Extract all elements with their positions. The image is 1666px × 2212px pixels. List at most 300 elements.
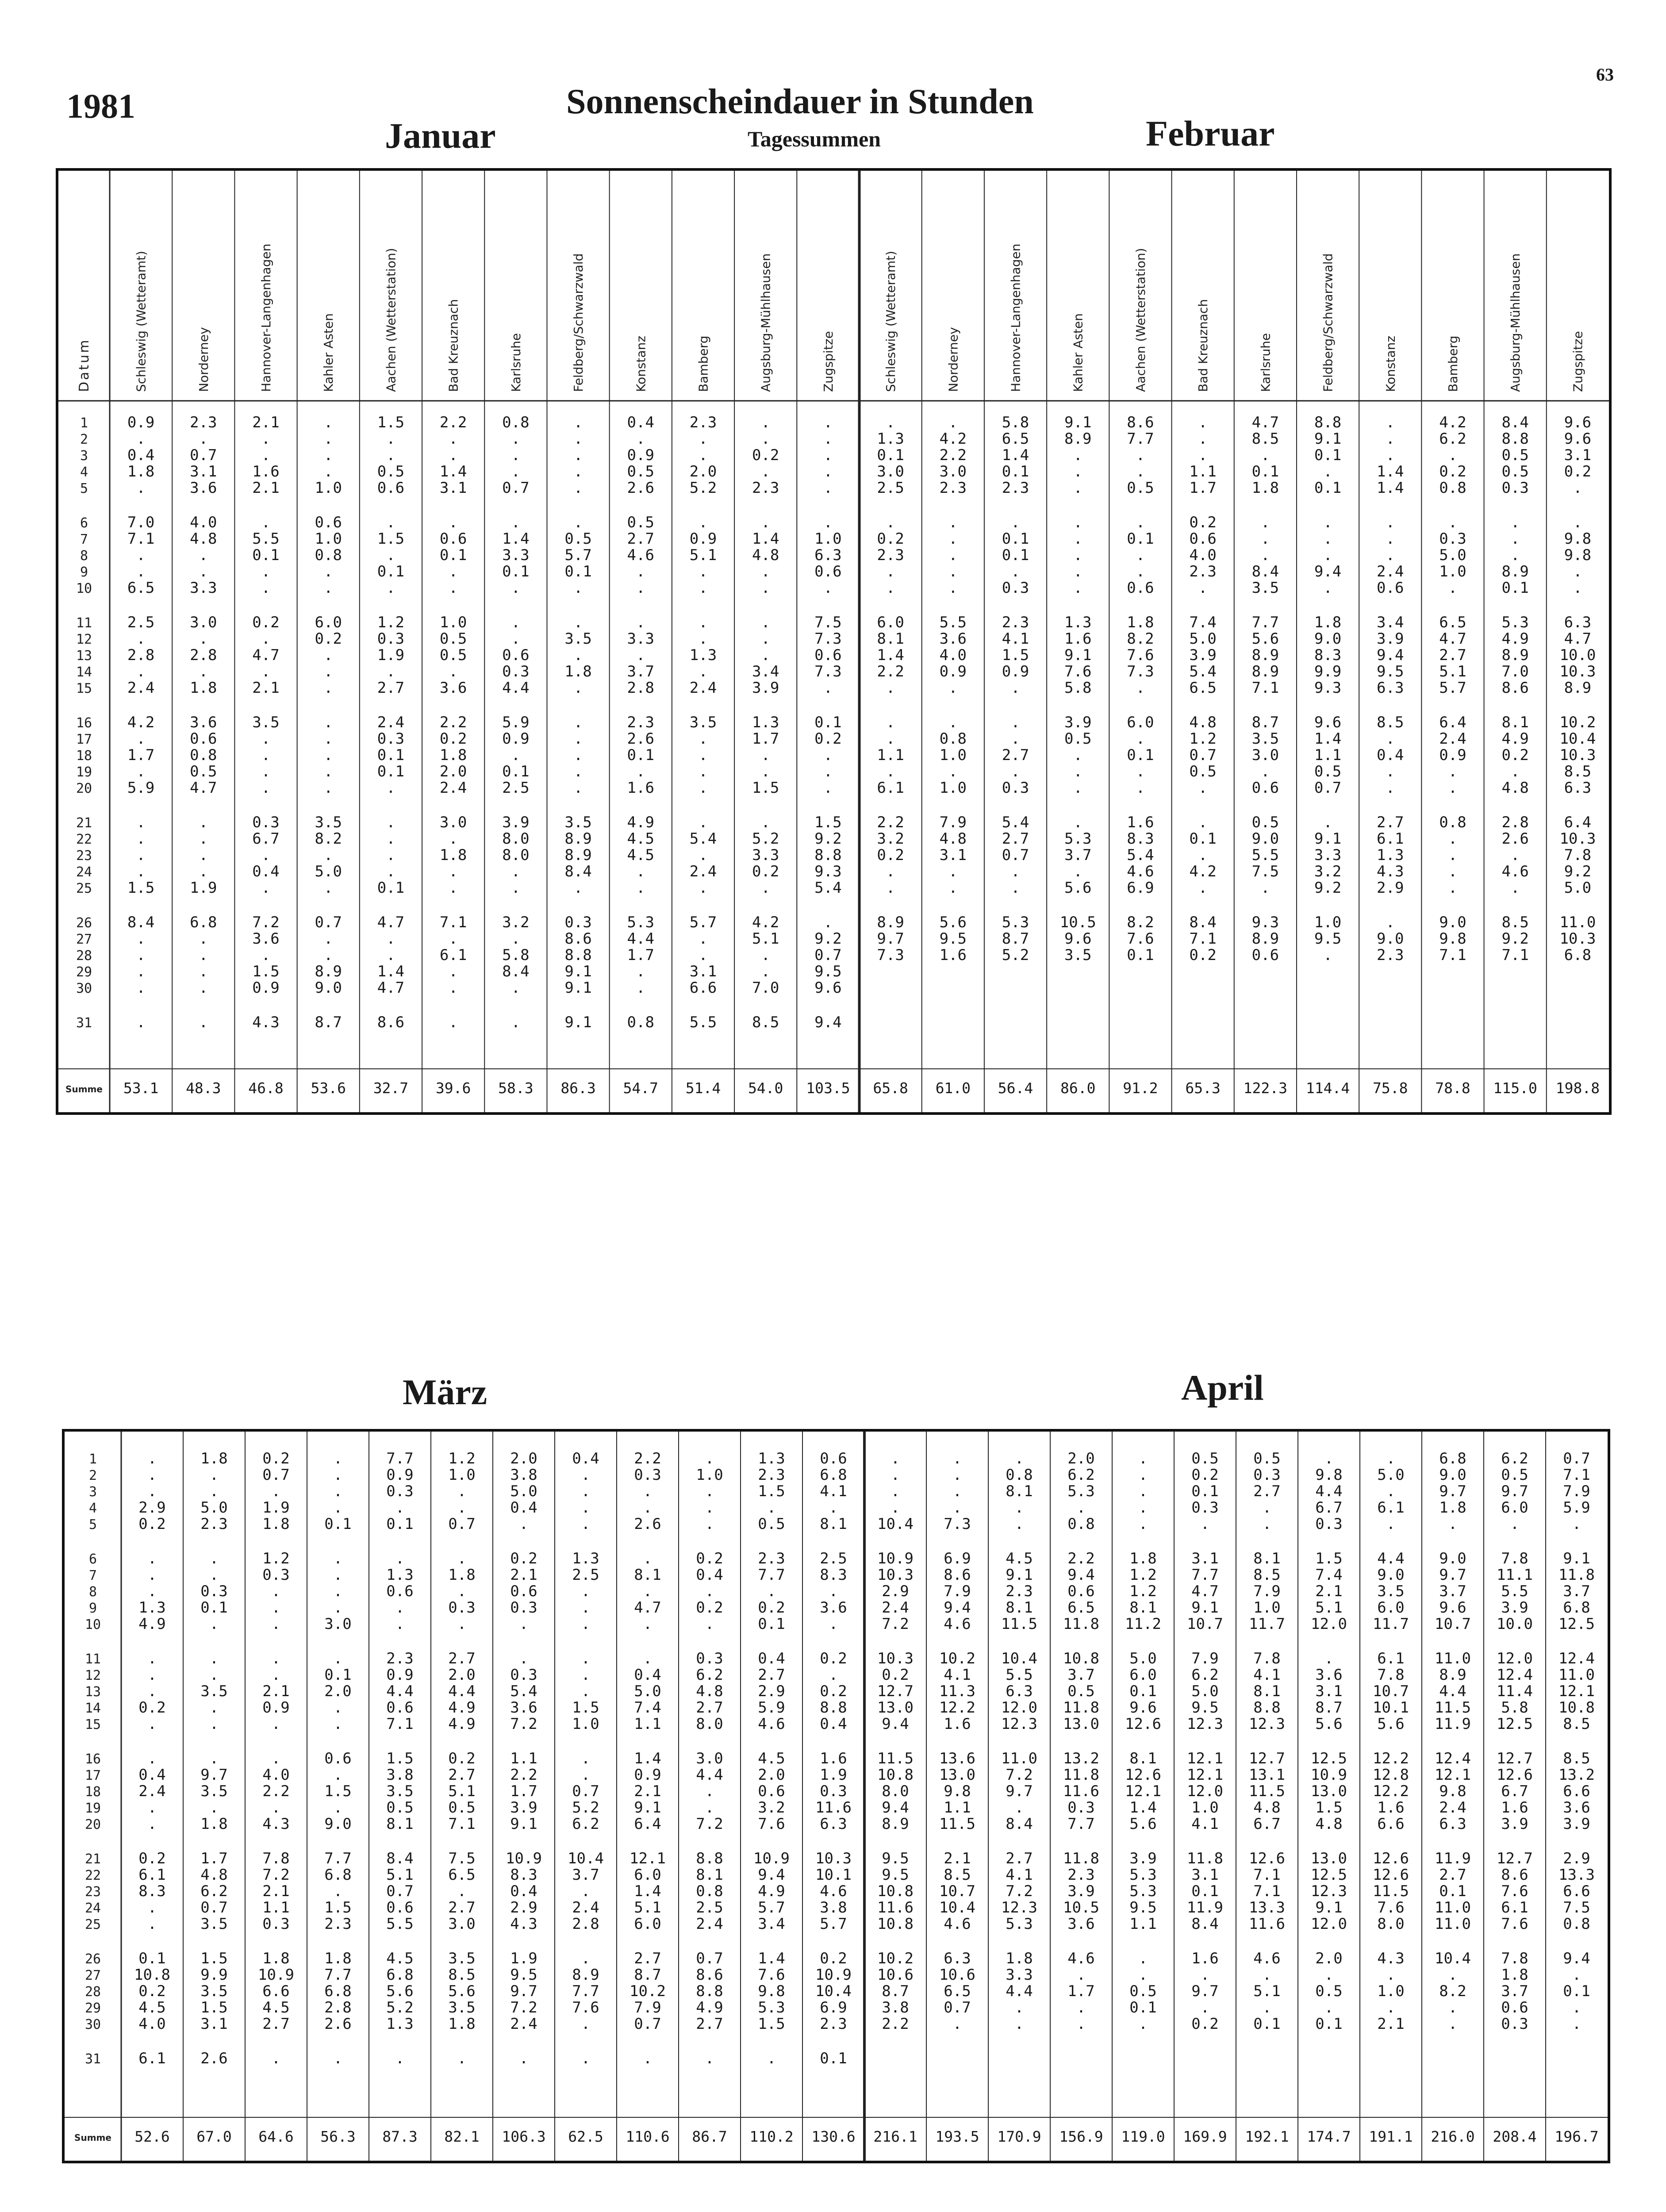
value-cell: 2.9 [1377,879,1404,897]
value-cell: . [333,1550,343,1567]
value-cell: 1.5 [1002,646,1029,664]
value-cell: 1.5 [1315,1799,1343,1816]
value-cell: 2.4 [377,714,405,731]
value-cell: 4.8 [752,546,779,564]
value-cell: 7.7 [1251,614,1279,631]
value-cell: 9.8 [944,1782,971,1800]
value-cell: . [323,946,333,964]
value-cell: 0.2 [1564,463,1592,480]
value-cell: . [573,514,583,531]
value-cell: 6.8 [820,1466,847,1484]
page-title: Sonnenscheindauer in Stunden [566,82,1034,121]
station-header-schleswig-wetteramt: Schleswig (Wetteramt) [134,250,149,392]
value-cell: 4.2 [939,430,967,448]
value-cell: . [1448,863,1458,880]
value-cell: 4.2 [752,914,779,931]
value-cell: . [886,879,895,897]
value-cell: 0.6 [439,530,467,548]
value-cell: 0.7 [200,1899,228,1916]
value-cell: . [581,1650,591,1667]
value-cell: 9.4 [758,1866,785,1884]
value-cell: 4.4 [1439,1682,1466,1700]
value-cell: 4.1 [1006,1866,1033,1884]
value-cell: 7.2 [882,1615,909,1633]
value-cell: . [699,930,708,948]
day-number: 5 [88,1517,97,1532]
value-cell: . [261,730,271,748]
value-cell: . [952,1466,962,1484]
value-cell: 7.5 [814,614,842,631]
value-cell: 0.3 [510,1599,537,1617]
value-cell: 1.7 [1189,479,1217,497]
value-cell: 5.3 [1129,1882,1157,1900]
value-cell: . [333,1766,343,1784]
value-cell: 0.1 [1129,1999,1157,2016]
day-number: 24 [84,1901,101,1916]
value-cell: . [699,746,708,764]
value-cell: . [891,1466,900,1484]
value-cell: 2.0 [439,763,467,780]
sum-cell: 53.1 [123,1079,159,1097]
value-cell: . [1510,1515,1520,1533]
value-cell: 5.8 [1501,1699,1528,1717]
value-cell: 0.2 [814,730,842,748]
value-cell: 12.5 [1311,1750,1347,1767]
value-cell: . [199,930,208,948]
value-cell: . [511,879,521,897]
value-cell: 2.1 [634,1782,661,1800]
day-number: 21 [76,815,92,831]
value-cell: 9.2 [1314,879,1342,897]
value-cell: . [199,979,208,997]
value-cell: 0.1 [1315,2015,1343,2033]
value-cell: 0.1 [1253,2015,1281,2033]
value-cell: 0.5 [1501,1466,1528,1484]
value-cell: . [636,879,645,897]
value-cell: 2.3 [877,546,904,564]
value-cell: 3.5 [1251,730,1279,748]
value-cell: . [1198,879,1208,897]
value-cell: . [829,1582,838,1600]
value-cell: 8.7 [1002,930,1029,948]
value-cell: 4.4 [386,1682,414,1700]
value-cell: 5.1 [689,546,717,564]
value-cell: . [1448,579,1458,597]
value-cell: 1.4 [1129,1799,1157,1816]
value-cell: . [323,846,333,864]
value-cell: 0.7 [1002,846,1029,864]
value-cell: 2.1 [1315,1582,1343,1600]
value-cell: . [1198,414,1208,431]
value-cell: . [449,563,458,580]
value-cell: 10.4 [1435,1950,1471,1967]
value-cell: 0.3 [820,1782,847,1800]
station-header-norderney: Norderney [946,327,961,392]
value-cell: . [199,963,208,980]
day-number: 14 [84,1701,101,1716]
value-cell: 8.2 [315,830,342,848]
sum-cell: 53.6 [311,1079,346,1097]
value-cell: . [829,1499,838,1517]
value-cell: 2.9 [882,1582,909,1600]
value-cell: . [761,879,770,897]
value-cell: . [1076,1499,1086,1517]
value-cell: 13.6 [939,1750,975,1767]
value-cell: . [1073,479,1083,497]
value-cell: 9.0 [1439,1466,1466,1484]
day-number: 5 [80,481,88,496]
day-number: 8 [88,1584,97,1600]
value-cell: 11.8 [1187,1850,1223,1867]
value-cell: . [1510,763,1520,780]
value-cell: 1.6 [1064,630,1092,648]
value-cell: 7.0 [1501,663,1529,680]
value-cell: 4.6 [1067,1950,1095,1967]
value-cell: . [823,479,833,497]
value-cell: 1.0 [315,530,342,548]
value-cell: 0.2 [138,1850,166,1867]
value-cell: . [699,763,708,780]
value-cell: 5.9 [502,714,530,731]
value-cell: 4.2 [1189,863,1217,880]
value-cell: 5.3 [1501,614,1529,631]
value-cell: 0.1 [1439,1882,1466,1900]
value-cell: 9.5 [939,930,967,948]
value-cell: . [705,2050,714,2067]
value-cell: 9.6 [1564,414,1592,431]
value-cell: 0.8 [1563,1915,1590,1933]
value-cell: 9.7 [1501,1482,1528,1500]
value-cell: 1.0 [1253,1599,1281,1617]
value-cell: 1.0 [315,479,342,497]
value-cell: . [636,863,645,880]
value-cell: 9.1 [510,1815,537,1833]
value-cell: 8.0 [1377,1915,1405,1933]
value-cell: 11.2 [1125,1615,1161,1633]
value-cell: 3.6 [939,630,967,648]
value-cell: 6.5 [127,579,155,597]
station-header-aachen-wetterstation: Aachen (Wetterstation) [1133,248,1148,392]
value-cell: . [705,1515,714,1533]
value-cell: 0.3 [1191,1499,1219,1517]
value-cell: 11.7 [1249,1615,1285,1633]
value-cell: 7.9 [1191,1650,1219,1667]
value-cell: 9.0 [324,1815,352,1833]
value-cell: . [333,1466,343,1484]
value-cell: 6.3 [1564,614,1592,631]
value-cell: . [1014,1499,1024,1517]
value-cell: 5.4 [814,879,842,897]
day-number: 16 [84,1751,101,1767]
value-cell: 9.1 [1064,646,1092,664]
value-cell: 0.2 [820,1682,847,1700]
value-cell: 10.3 [1559,830,1596,848]
value-cell: 1.1 [877,746,904,764]
value-cell: . [1448,846,1458,864]
value-cell: 4.0 [939,646,967,664]
value-cell: 0.4 [572,1450,599,1467]
value-cell: 3.7 [627,663,654,680]
value-cell: . [323,746,333,764]
value-cell: 4.1 [1002,630,1029,648]
value-cell: 4.0 [262,1766,290,1784]
value-cell: . [333,1715,343,1733]
value-cell: 1.0 [939,779,967,797]
value-cell: . [1573,579,1582,597]
value-cell: 0.1 [502,763,530,780]
value-cell: . [1073,779,1083,797]
value-cell: 3.8 [820,1899,847,1916]
value-cell: . [323,414,333,431]
value-cell: 1.2 [377,614,405,631]
value-cell: 10.4 [877,1515,914,1533]
value-cell: . [136,1014,146,1031]
value-cell: . [886,563,895,580]
value-cell: 11.4 [1497,1682,1533,1700]
value-cell: 3.5 [252,714,280,731]
value-cell: 0.2 [820,1950,847,1967]
value-cell: . [948,879,958,897]
value-cell: . [333,1582,343,1600]
value-cell: 0.1 [1191,1882,1219,1900]
day-number: 10 [84,1617,101,1632]
value-cell: 1.3 [689,646,717,664]
value-cell: . [1200,1999,1210,2016]
value-cell: 1.6 [1191,1950,1219,1967]
value-cell: . [1076,2015,1086,2033]
day-number: 29 [84,2001,101,2016]
value-cell: 1.2 [262,1550,290,1567]
day-number: 13 [84,1684,101,1700]
value-cell: 3.6 [1315,1666,1343,1684]
value-cell: . [761,430,770,448]
value-cell: 0.3 [564,914,592,931]
sum-cell: 174.7 [1307,2128,1351,2145]
value-cell: 7.3 [877,946,904,964]
value-cell: . [1572,2015,1582,2033]
value-cell: . [948,579,958,597]
value-cell: . [705,1782,714,1800]
value-cell: 6.3 [1439,1815,1466,1833]
value-cell: 0.1 [1563,1982,1590,2000]
value-cell: . [333,1699,343,1717]
value-cell: 0.1 [1002,530,1029,548]
value-cell: 7.2 [262,1866,290,1884]
value-cell: 10.9 [753,1850,790,1867]
value-cell: 7.2 [696,1815,723,1833]
value-cell: 8.9 [1064,430,1092,448]
value-cell: 0.1 [1501,579,1529,597]
value-cell: 3.5 [564,630,592,648]
value-cell: 2.9 [510,1899,537,1916]
value-cell: 8.8 [696,1982,723,2000]
value-cell: 2.4 [1439,730,1466,748]
value-cell: 0.4 [1377,746,1404,764]
value-cell: 2.3 [758,1550,785,1567]
value-cell: 4.1 [820,1482,847,1500]
value-cell: 5.2 [386,1999,414,2016]
value-cell: . [136,663,146,680]
value-cell: 3.0 [448,1915,476,1933]
value-cell: 0.1 [252,546,280,564]
value-cell: 2.6 [1501,830,1529,848]
value-cell: 1.8 [127,463,155,480]
value-cell: 1.8 [262,1950,290,1967]
value-cell: . [1386,446,1395,464]
value-cell: . [1261,514,1270,531]
value-cell: 9.1 [1064,414,1092,431]
value-cell: 3.9 [1067,1882,1095,1900]
value-cell: . [573,763,583,780]
value-cell: 4.8 [1189,714,1217,731]
value-cell: 1.1 [634,1715,661,1733]
value-cell: 5.5 [939,614,967,631]
value-cell: 7.7 [324,1966,352,1984]
value-cell: 8.1 [1501,714,1529,731]
day-number: 2 [88,1468,97,1483]
day-number: 27 [84,1968,101,1983]
value-cell: 8.7 [882,1982,909,2000]
sum-cell: 65.3 [1185,1079,1221,1097]
value-cell: . [1323,814,1332,831]
value-cell: 0.9 [634,1766,661,1784]
station-header-karlsruhe: Karlsruhe [508,333,523,392]
value-cell: 12.3 [1001,1899,1037,1916]
value-cell: 0.6 [1377,579,1404,597]
value-cell: 10.7 [1435,1615,1471,1633]
value-cell: . [449,979,458,997]
value-cell: 2.7 [262,2015,290,2033]
value-cell: 2.4 [138,1782,166,1800]
value-cell: 3.5 [200,1782,228,1800]
value-cell: 8.4 [127,914,155,931]
value-cell: 1.8 [324,1950,352,1967]
value-cell: 7.4 [634,1699,661,1717]
value-cell: 0.2 [138,1515,166,1533]
day-number: 3 [88,1484,97,1500]
value-cell: 10.3 [1559,746,1596,764]
value-cell: 6.5 [448,1866,476,1884]
sum-cell: 67.0 [196,2128,232,2145]
value-cell: 0.6 [377,479,405,497]
value-cell: . [1073,446,1083,464]
value-cell: . [323,563,333,580]
value-cell: 8.5 [1501,914,1529,931]
value-cell: . [1448,879,1458,897]
value-cell: 5.0 [1564,879,1592,897]
value-cell: 7.5 [1251,863,1279,880]
value-cell: . [386,863,395,880]
value-cell: 7.6 [1127,930,1154,948]
value-cell: 12.0 [1001,1699,1037,1717]
value-cell: 5.6 [386,1982,414,2000]
month-title-april: April [1181,1367,1264,1408]
value-cell: 3.0 [877,463,904,480]
value-cell: 0.3 [386,1482,414,1500]
sum-cell: 51.4 [685,1079,721,1097]
value-cell: 3.1 [190,463,217,480]
value-cell: 10.2 [1559,714,1596,731]
value-cell: 0.2 [1191,1466,1219,1484]
value-cell: 8.7 [634,1966,661,1984]
value-cell: 0.9 [689,530,717,548]
value-cell: 0.5 [1253,1450,1281,1467]
value-cell: . [1136,763,1145,780]
value-cell: 7.7 [758,1566,785,1584]
value-cell: 8.3 [510,1866,537,1884]
value-cell: . [948,714,958,731]
value-cell: 12.2 [1373,1750,1409,1767]
station-header-bamberg: Bamberg [1445,335,1460,392]
value-cell: . [1073,546,1083,564]
value-cell: . [1011,563,1020,580]
value-cell: 0.9 [262,1699,290,1717]
value-cell: . [1011,879,1020,897]
value-cell: 4.7 [1564,630,1592,648]
value-cell: 2.5 [877,479,904,497]
value-cell: . [1262,1515,1272,1533]
value-cell: 7.1 [1253,1882,1281,1900]
value-cell: 6.2 [1439,430,1466,448]
value-cell: 1.5 [752,779,779,797]
sum-cell: 208.4 [1493,2128,1537,2145]
value-cell: 3.0 [1251,746,1279,764]
value-cell: . [271,1615,281,1633]
value-cell: 6.6 [1563,1882,1590,1900]
value-cell: 5.3 [1002,914,1029,931]
value-cell: 12.0 [1311,1915,1347,1933]
value-cell: 2.7 [627,530,654,548]
value-cell: . [699,730,708,748]
value-cell: . [643,1615,653,1633]
day-number: 31 [76,1015,92,1031]
value-cell: 3.0 [190,614,217,631]
value-cell: . [1138,1466,1148,1484]
value-cell: . [386,930,395,948]
value-cell: 12.8 [1373,1766,1409,1784]
value-cell: . [136,830,146,848]
value-cell: . [261,846,271,864]
value-cell: . [209,1466,219,1484]
value-cell: 8.8 [1314,414,1342,431]
value-cell: . [1386,779,1395,797]
value-cell: . [891,1499,900,1517]
value-cell: 9.6 [1064,930,1092,948]
value-cell: 8.1 [1129,1599,1157,1617]
value-cell: 8.1 [634,1566,661,1584]
value-cell: 7.6 [572,1999,599,2016]
value-cell: 1.5 [200,1999,228,2016]
value-cell: 0.8 [1439,814,1466,831]
value-cell: . [573,414,583,431]
value-cell: 0.4 [627,414,654,431]
value-cell: . [199,946,208,964]
value-cell: . [136,930,146,948]
value-cell: . [1076,1966,1086,1984]
value-cell: . [636,614,645,631]
value-cell: 2.3 [200,1515,228,1533]
sum-cell: 196.7 [1555,2128,1599,2145]
day-number: 1 [80,415,88,431]
grid-jan-feb [58,171,1609,1112]
value-cell: 11.5 [1001,1615,1037,1633]
value-cell: 1.4 [1377,479,1404,497]
value-cell: . [199,630,208,648]
value-cell: 0.7 [448,1515,476,1533]
value-cell: . [886,579,895,597]
value-cell: 6.3 [1377,679,1404,697]
value-cell: 0.7 [502,479,530,497]
